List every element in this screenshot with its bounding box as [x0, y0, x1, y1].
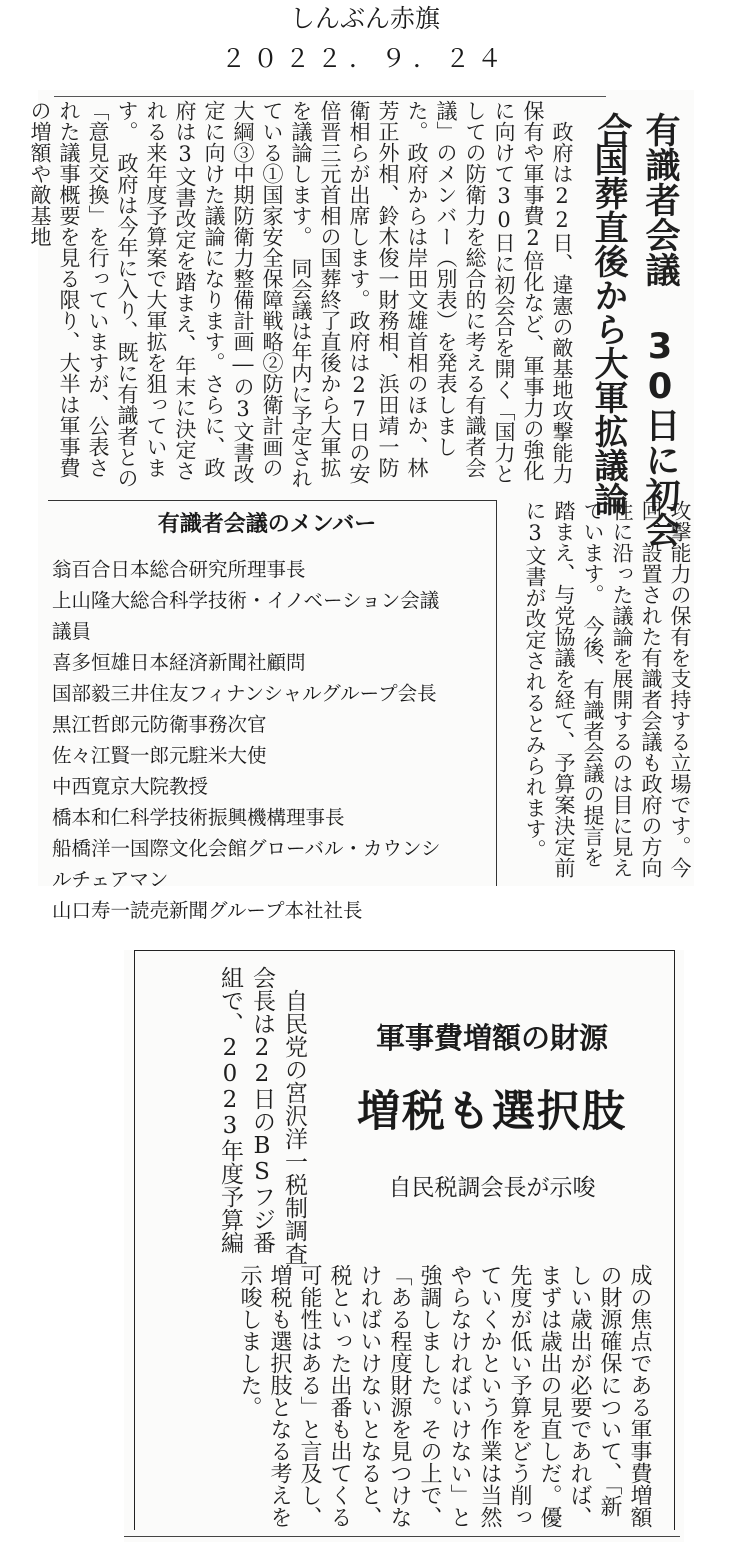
article2-body: 成の焦点である軍事費増額の財源確保について、「新しい歳出が必要であれば、まずは歳出の見直しだ。優先度が低い予算をどう削っていくかという作業は当然やらなければいけない」と強調しました。その上で、「ある程度財源を見つけなければいけないとなると、税といった出番も出てくる可能性はある」と言及し、増税も選択肢となる考えを示唆しました。 — [237, 1264, 652, 1528]
article1-body-top: 政府は22日、違憲の敵基地攻撃能力保有や軍事費2倍化など、軍事力の強化に向けて30日に初会合を開く「国力としての防衛力を総合的に考える有識者会議」のメンバー（別表）を発表しました。政府からは岸田文雄首相のほか、林芳正外相、鈴木俊一財務相、浜田靖一防衛相らが出席します。政府は27日の安倍晋三元首相の国葬終了直後から大軍拡を議論します。 同会議は年内に予定されている①国家安全保障戦略②防衛計画の大綱③中期防衛力整備計画―の3文書改定に向けた議論になります。さらに、政府は3文書改定を踏まえ、年末に決定される来年度予算案で大軍拡を狙っています。 政府は今年に入り、既に有識者との「意見交換」を行っていますが、公表された議事概要を見る限り、大半は軍事費の増額や敵基地 — [28, 100, 574, 489]
article2-clipping — [124, 950, 684, 1542]
members-list — [52, 554, 492, 926]
member-item: 中西寛京大院教授 — [52, 775, 209, 798]
article2-top-rule — [134, 950, 674, 951]
article1-member-divider — [496, 500, 497, 886]
article1-body-bottom: 攻撃能力の保有を支持する立場です。今回、設置された有識者会議も政府の方向性に沿った議論を展開するのは目に見えています。 今後、有識者会議の提言を踏まえ、与党協議を経て、予算案決定前に3文書が改定されるとみられます。 — [523, 500, 692, 878]
member-item: 議員 — [52, 620, 92, 643]
article2-headline: 増税も選択肢 — [357, 1087, 627, 1137]
article1-mid-rule — [48, 500, 496, 501]
article1-clipping — [28, 90, 694, 922]
members-title: 有識者会議のメンバー — [157, 512, 377, 537]
member-item: ルチェアマン — [52, 868, 169, 891]
member-item: 黒江哲郎元防衛事務次官 — [52, 713, 267, 736]
member-item: 佐々江賢一郎元駐米大使 — [52, 744, 267, 767]
paper-name: しんぶん赤旗 — [289, 4, 440, 33]
article1-top-rule — [54, 96, 606, 97]
article2-kicker: 軍事費増額の財源 — [375, 1021, 608, 1055]
article2-subhead: 自民税調会長が示唆 — [388, 1175, 596, 1201]
member-item: 上山隆大総合科学技術・イノベーション会議 — [52, 589, 440, 612]
article2-lead: 自民党の宮沢洋一税制調査会長は22日のBSフジ番組で、2023年度予算編 — [217, 966, 307, 1265]
article1-subhead: 国葬直後から大軍拡議論 — [588, 142, 628, 516]
member-item: 山口寿一読売新聞グループ本社社長 — [52, 899, 363, 922]
article2-right-rule — [674, 950, 675, 1530]
member-item: 翁百合日本総合研究所理事長 — [52, 558, 306, 581]
article2-bottom-rule — [124, 1536, 680, 1537]
article1-headline: 有識者会議 30日に初会合 — [592, 112, 680, 547]
member-item: 国部毅三井住友フィナンシャルグループ会長 — [52, 682, 437, 705]
date-line: ２０２２．９．２４ — [220, 44, 509, 73]
member-item: 喜多恒雄日本経済新聞社顧問 — [52, 651, 306, 674]
article2-left-rule — [134, 950, 135, 1530]
member-item: 橋本和仁科学技術振興機構理事長 — [52, 806, 345, 829]
member-item: 船橋洋一国際文化会館グローバル・カウンシ — [52, 837, 441, 860]
